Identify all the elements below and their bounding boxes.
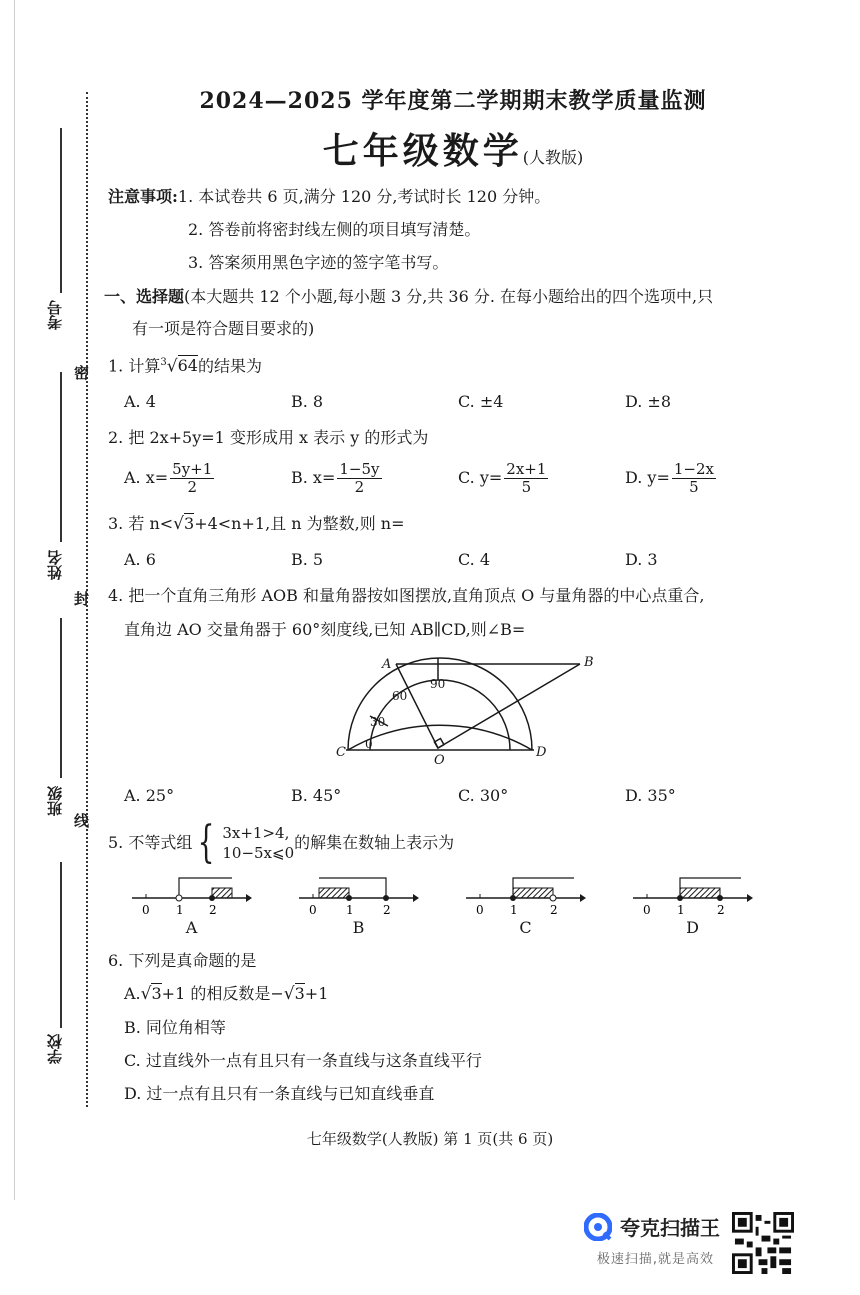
q5b-tick-1: 1 bbox=[345, 903, 354, 918]
section-title: 一、选择题 bbox=[104, 287, 185, 306]
q5-inequality-system bbox=[192, 817, 295, 869]
q4-option-c[interactable]: C. 30° bbox=[458, 785, 509, 805]
q6a-radicand-2: 3 bbox=[294, 984, 305, 1004]
q1-root-index: 3 bbox=[160, 357, 167, 368]
q6a-mid: +1 的相反数是− bbox=[161, 984, 284, 1004]
q2-c-den: 5 bbox=[521, 477, 532, 496]
number-line-c bbox=[456, 872, 596, 918]
q5c-tick-2: 2 bbox=[549, 903, 558, 918]
protractor-triangle-figure bbox=[108, 646, 808, 776]
field-class[interactable] bbox=[40, 618, 70, 828]
q5-option-b[interactable] bbox=[275, 872, 442, 937]
seal-char-xian: 线 bbox=[74, 812, 90, 830]
q5-option-d[interactable] bbox=[609, 872, 776, 937]
q5c-tick-1: 1 bbox=[509, 903, 518, 918]
q1-stem-suffix: 的结果为 bbox=[197, 356, 262, 376]
q2-option-d[interactable] bbox=[609, 461, 776, 496]
number-line-d bbox=[623, 872, 763, 918]
seal-char-mi: 密 bbox=[74, 364, 90, 382]
field-exam-number[interactable] bbox=[40, 128, 70, 338]
brand-tagline: 极速扫描,就是高效 bbox=[596, 1252, 714, 1267]
field-label-exam-number: 考号 bbox=[46, 300, 64, 330]
q6a-suffix: +1 bbox=[304, 984, 329, 1004]
q5-stem-prefix: 5. 不等式组 bbox=[108, 833, 193, 853]
q5-stem-suffix: 的解集在数轴上表示为 bbox=[294, 833, 455, 853]
q2-b-den: 2 bbox=[354, 477, 365, 496]
q5b-caption: B bbox=[352, 918, 365, 938]
q6a-prefix: A. bbox=[124, 984, 141, 1004]
q5a-tick-2: 2 bbox=[208, 903, 217, 918]
q1-option-c[interactable]: C. ±4 bbox=[458, 391, 504, 411]
q6-option-b[interactable]: B. 同位角相等 bbox=[124, 1018, 226, 1038]
q5a-tick-0: 0 bbox=[141, 903, 150, 918]
tick-label-60: 60 bbox=[392, 689, 408, 704]
qr-code-icon bbox=[732, 1212, 794, 1274]
q6-option-a[interactable]: A.√3+1 的相反数是−√3+1 bbox=[124, 984, 329, 1005]
q2-option-b[interactable] bbox=[275, 461, 442, 496]
section-desc-1: (本大题共 12 个小题,每小题 3 分,共 36 分. 在每小题给出的四个选项中,只 bbox=[184, 287, 714, 306]
question-2: 2. 把 2x+5y=1 变形成用 x 表示 y 的形式为 bbox=[108, 428, 429, 448]
scanner-brand bbox=[584, 1212, 720, 1241]
q5-option-a[interactable] bbox=[108, 872, 275, 937]
field-label-class: 班级 bbox=[46, 786, 64, 816]
exam-title bbox=[98, 123, 808, 174]
question-4-line1: 4. 把一个直角三角形 AOB 和量角器按如图摆放,直角顶点 O 与量角器的中心点重合, bbox=[108, 586, 705, 606]
label-O: O bbox=[434, 753, 445, 769]
q2-d-num: 1−2x bbox=[673, 459, 714, 478]
question-5 bbox=[108, 818, 808, 868]
q6a-radicand: 3 bbox=[151, 984, 162, 1004]
tick-label-30: 30 bbox=[370, 715, 386, 730]
quark-logo-icon bbox=[584, 1213, 612, 1241]
q5-ineq-1: 3x+1>4, bbox=[222, 824, 290, 843]
section-heading bbox=[104, 281, 808, 345]
label-A: A bbox=[382, 657, 392, 673]
q2-d-den: 5 bbox=[689, 477, 699, 496]
seal-char-feng: 封 bbox=[74, 590, 90, 608]
q2-option-a[interactable] bbox=[108, 461, 275, 496]
q5d-tick-2: 2 bbox=[716, 903, 725, 918]
q2-c-num: 2x+1 bbox=[506, 459, 547, 478]
q5c-tick-0: 0 bbox=[475, 903, 484, 918]
q2-options bbox=[108, 456, 808, 500]
q6-option-c[interactable]: C. 过直线外一点有且只有一条直线与这条直线平行 bbox=[124, 1051, 482, 1071]
q1-option-b[interactable]: B. 8 bbox=[291, 391, 324, 411]
q2-a-num: 5y+1 bbox=[172, 459, 213, 478]
right-angle-mark bbox=[434, 739, 444, 749]
question-6: 6. 下列是真命题的是 bbox=[108, 951, 257, 971]
title-text: 七年级数学 bbox=[322, 130, 523, 172]
question-1: 1. 计算$^3$√64的结果为 bbox=[108, 356, 262, 377]
q3-options bbox=[108, 542, 808, 576]
q3-option-d[interactable]: D. 3 bbox=[625, 549, 658, 569]
number-line-a bbox=[122, 872, 262, 918]
exam-subtitle: 2024—2025 学年度第二学期期末教学质量监测 bbox=[199, 88, 707, 114]
notes-label: 注意事项: bbox=[108, 187, 178, 206]
q1-stem-prefix: 1. 计算 bbox=[108, 356, 161, 376]
q3-option-a[interactable]: A. 6 bbox=[124, 549, 156, 569]
exam-content bbox=[104, 84, 808, 1110]
q5-option-c[interactable] bbox=[442, 872, 609, 937]
q2-option-c[interactable] bbox=[442, 461, 609, 496]
q4-figure bbox=[108, 646, 808, 776]
q2-b-label: B. x= bbox=[291, 467, 336, 487]
field-school[interactable] bbox=[40, 862, 70, 1072]
question-3: 3. 若 n<√3+4<n+1,且 n 为整数,则 n= bbox=[108, 514, 405, 535]
tick-label-90: 90 bbox=[430, 677, 446, 692]
number-line-b bbox=[289, 872, 429, 918]
note-item-2: 2. 答卷前将密封线左侧的项目填写清楚。 bbox=[188, 220, 481, 239]
q5b-tick-0: 0 bbox=[308, 903, 317, 918]
q4-option-b[interactable]: B. 45° bbox=[291, 785, 342, 805]
q5d-tick-0: 0 bbox=[642, 903, 651, 918]
page-footer: 七年级数学(人教版) 第 1 页(共 6 页) bbox=[306, 1130, 554, 1148]
notes bbox=[108, 180, 808, 279]
q2-c-label: C. y= bbox=[458, 467, 503, 487]
q5-ineq-2: 10−5x⩽0 bbox=[222, 844, 295, 863]
field-label-name: 姓名 bbox=[46, 550, 64, 580]
label-C: C bbox=[336, 745, 346, 761]
q2-d-label: D. y= bbox=[625, 467, 670, 487]
q2-a-label: A. x= bbox=[124, 467, 169, 487]
q1-option-d[interactable]: D. ±8 bbox=[625, 391, 672, 411]
q5c-caption: C bbox=[519, 918, 532, 938]
q2-b-num: 1−5y bbox=[339, 459, 380, 478]
q5a-caption: A bbox=[185, 918, 198, 938]
note-item-1: 1. 本试卷共 6 页,满分 120 分,考试时长 120 分钟。 bbox=[177, 187, 551, 206]
tick-label-0: 0 bbox=[365, 737, 373, 752]
q5-brace: { bbox=[197, 817, 215, 869]
binding-margin bbox=[0, 0, 100, 1120]
q5a-tick-1: 1 bbox=[175, 903, 184, 918]
q1-radicand: 64 bbox=[177, 356, 198, 376]
q1-option-a[interactable]: A. 4 bbox=[124, 391, 156, 411]
q5b-tick-2: 2 bbox=[382, 903, 391, 918]
field-label-school: 学校 bbox=[46, 1034, 64, 1064]
title-edition: (人教版) bbox=[522, 148, 584, 167]
label-D: D bbox=[536, 745, 547, 761]
q1-options bbox=[108, 384, 808, 418]
brand-name: 夸克扫描王 bbox=[620, 1216, 720, 1240]
q6-options bbox=[108, 977, 808, 1110]
q4-options bbox=[108, 778, 808, 812]
q4-option-a[interactable]: A. 25° bbox=[124, 785, 175, 805]
q3-option-c[interactable]: C. 4 bbox=[458, 549, 491, 569]
question-4-line2: 直角边 AO 交量角器于 60°刻度线,已知 AB∥CD,则∠B= bbox=[124, 620, 526, 640]
q5-options bbox=[108, 872, 808, 937]
q3-radicand: 3 bbox=[184, 514, 195, 534]
label-B: B bbox=[584, 655, 594, 671]
q5d-caption: D bbox=[686, 918, 699, 938]
section-desc-2: 有一项是符合题目要求的) bbox=[132, 319, 315, 338]
field-name[interactable] bbox=[40, 372, 70, 592]
q5d-tick-1: 1 bbox=[676, 903, 685, 918]
q3-option-b[interactable]: B. 5 bbox=[291, 549, 324, 569]
note-item-3: 3. 答案须用黑色字迹的签字笔书写。 bbox=[188, 253, 449, 272]
q3-stem-a: 3. 若 n< bbox=[108, 514, 174, 534]
q3-stem-b: +4<n+1,且 n 为整数,则 n= bbox=[194, 514, 405, 534]
q4-option-d[interactable]: D. 35° bbox=[625, 785, 676, 805]
q2-a-den: 2 bbox=[187, 477, 197, 496]
q6-option-d[interactable]: D. 过一点有且只有一条直线与已知直线垂直 bbox=[124, 1084, 435, 1104]
